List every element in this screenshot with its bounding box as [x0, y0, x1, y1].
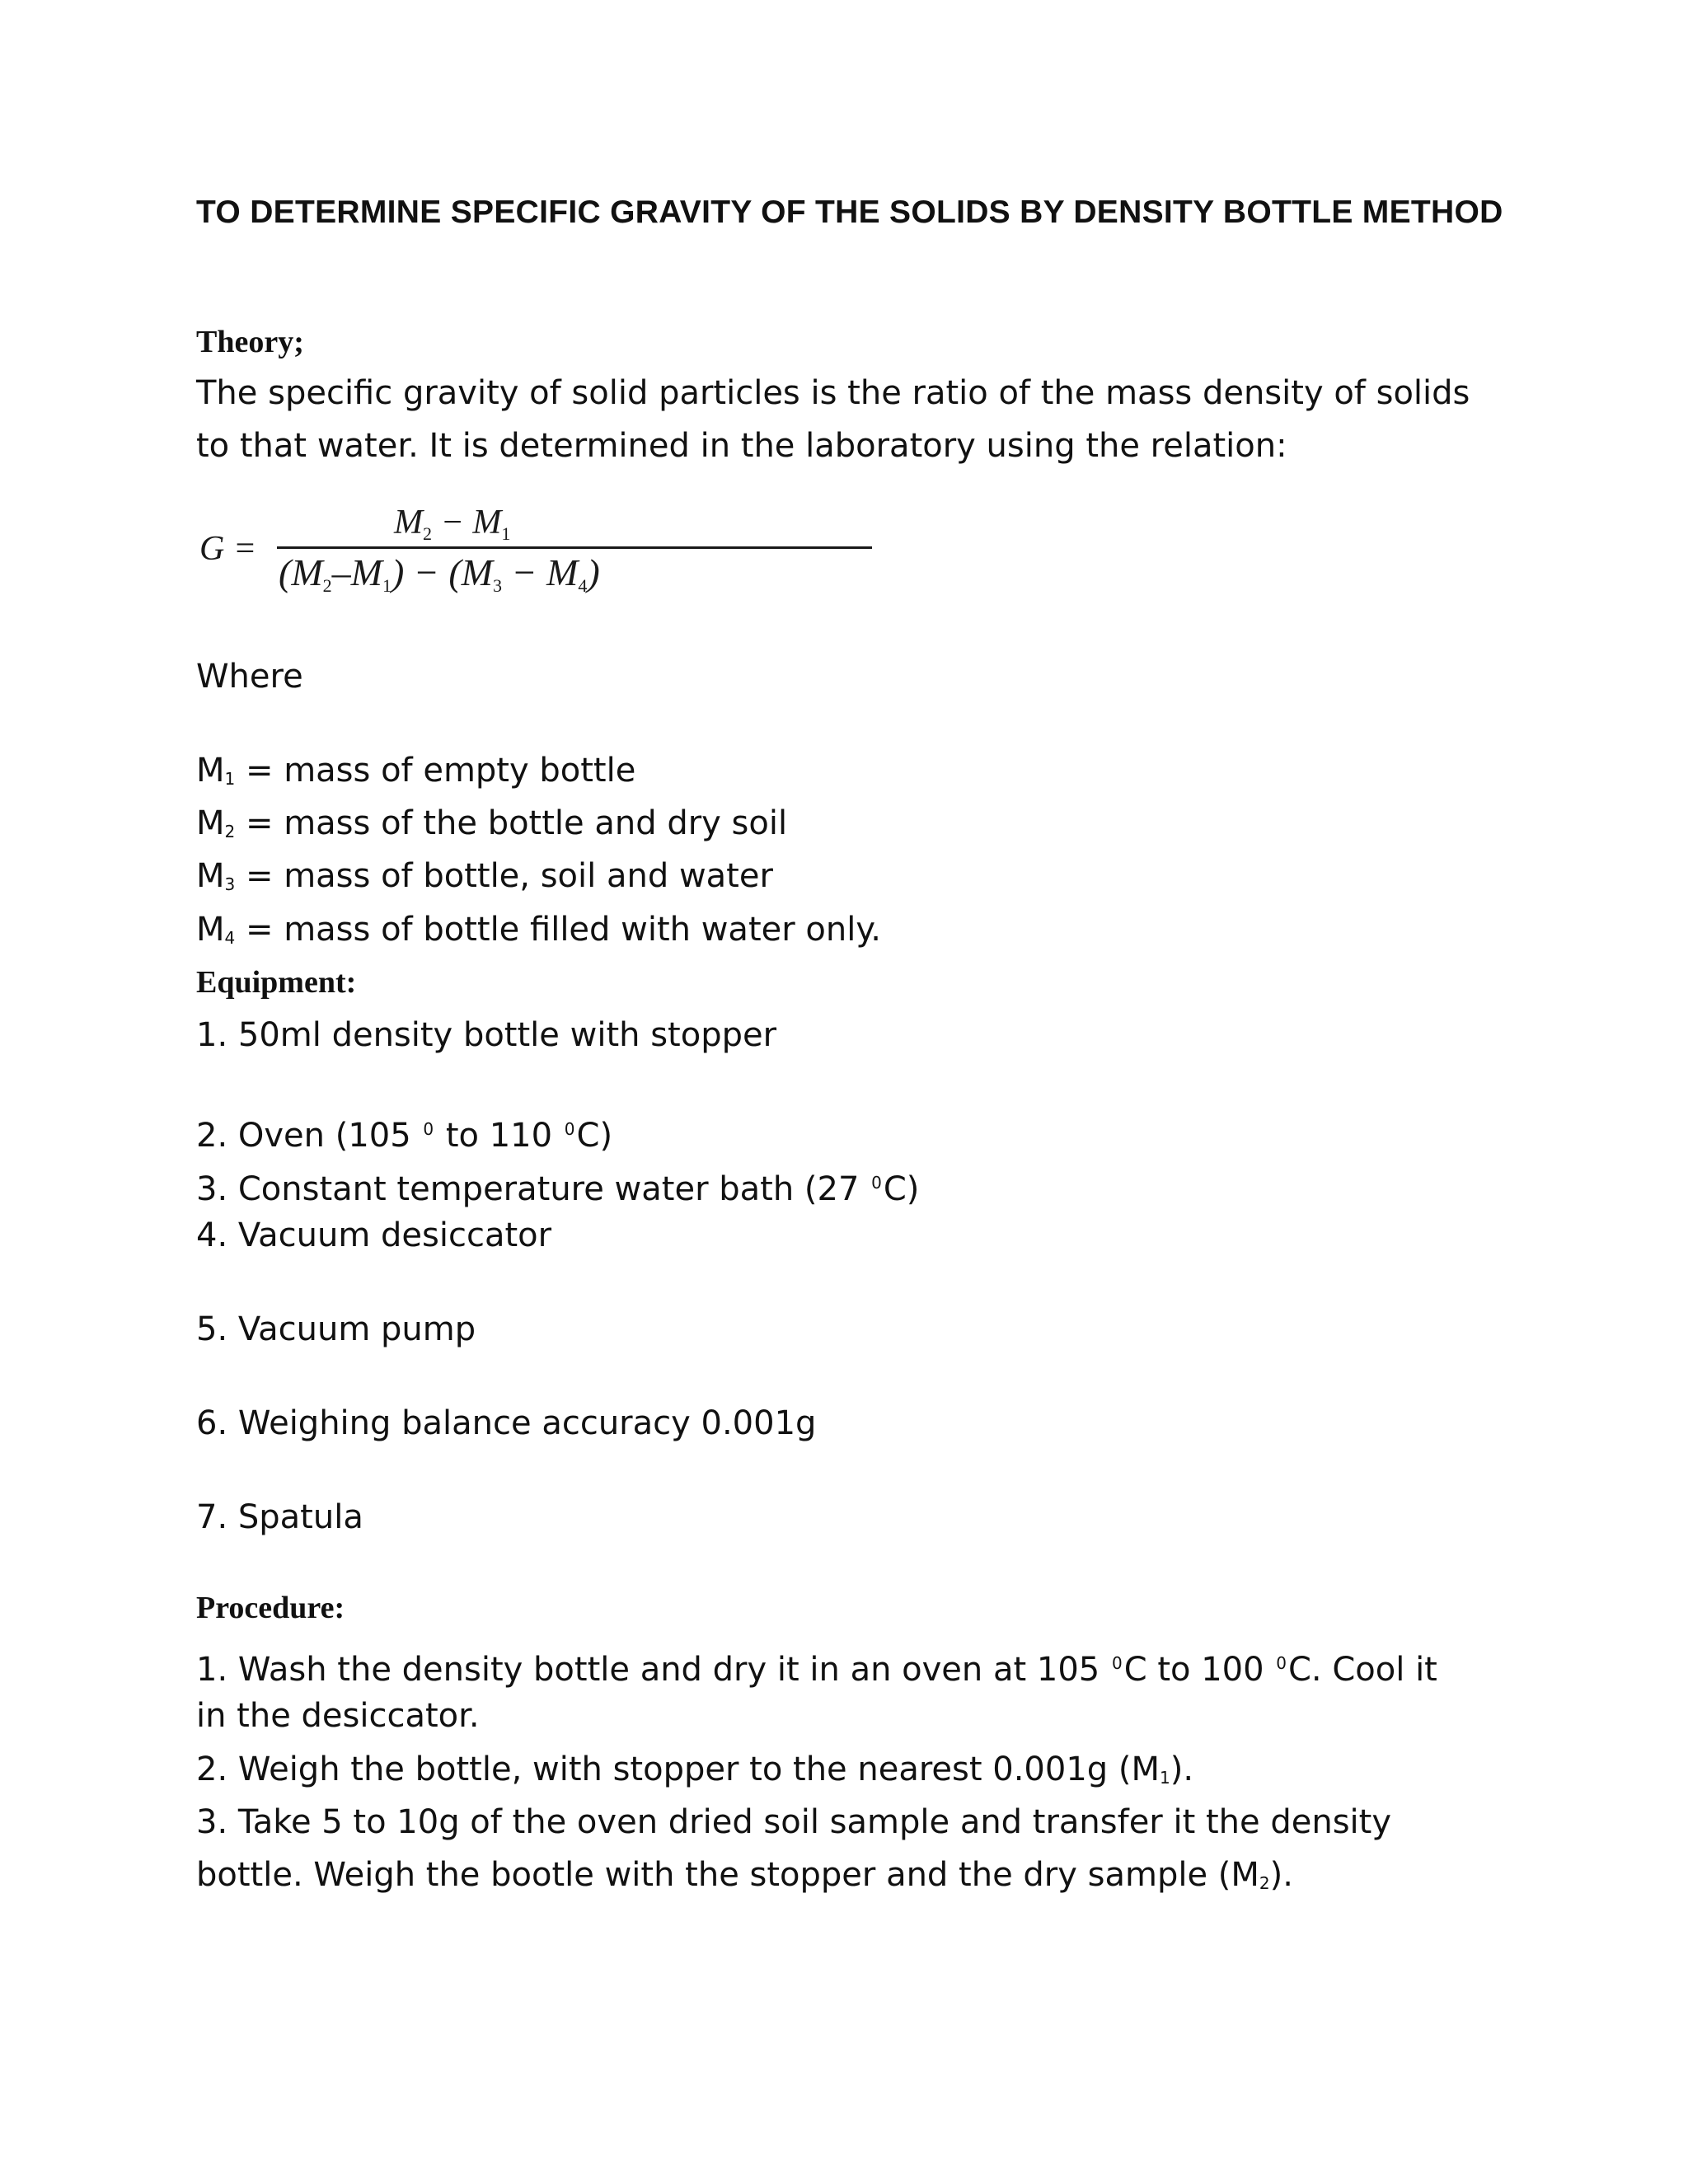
equipment-item-3: 3. Constant temperature water bath (27 $^0$C): [196, 1170, 920, 1208]
formula-lhs: G =: [199, 530, 257, 568]
formula-numerator: M2 − M1: [394, 504, 511, 544]
equipment-item-5: 5. Vacuum pump: [196, 1310, 476, 1348]
equipment-item-6: 6. Weighing balance accuracy 0.001g: [196, 1404, 817, 1442]
procedure-step-3: 3. Take 5 to 10g of the oven dried soil sample and transfer it the density: [196, 1803, 1391, 1841]
fraction-bar: [277, 546, 872, 549]
equipment-item-1: 1. 50ml density bottle with stopper: [196, 1016, 777, 1054]
equipment-item-7: 7. Spatula: [196, 1498, 363, 1536]
definition-m1: $M_1$ = mass of empty bottle: [196, 752, 636, 790]
definition-m3: $M_3$ = mass of bottle, soil and water: [196, 857, 773, 895]
definition-m4: $M_4$ = mass of bottle filled with water only.: [196, 911, 882, 949]
procedure-step-3-cont: bottle. Weigh the bootle with the stopper and the dry sample $(M_2)$.: [196, 1856, 1293, 1894]
procedure-step-1: 1. Wash the density bottle and dry it in an oven at 105 $^0$C to 100 $^0$C. Cool it: [196, 1651, 1437, 1689]
document-title: TO DETERMINE SPECIFIC GRAVITY OF THE SOLIDS BY DENSITY BOTTLE METHOD: [196, 194, 1503, 230]
theory-line-1: The specific gravity of solid particles is the ratio of the mass density of solids: [196, 374, 1470, 412]
procedure-step-1-cont: in the desiccator.: [196, 1697, 480, 1735]
formula-denominator: (M2–M1) − (M3 − M4): [279, 551, 600, 596]
where-label: Where: [196, 658, 303, 696]
theory-heading: Theory;: [196, 325, 304, 359]
procedure-heading: Procedure:: [196, 1591, 345, 1625]
equipment-item-4: 4. Vacuum desiccator: [196, 1216, 552, 1254]
equipment-heading: Equipment:: [196, 965, 357, 1000]
theory-line-2: to that water. It is determined in the laboratory using the relation:: [196, 427, 1287, 465]
definition-m2: $M_2$ = mass of the bottle and dry soil: [196, 804, 788, 842]
equipment-item-2: 2. Oven (105 $^0$ to 110 $^0$C): [196, 1117, 613, 1155]
procedure-step-2: 2. Weigh the bottle, with stopper to the nearest 0.001g $(M_1)$.: [196, 1750, 1194, 1788]
